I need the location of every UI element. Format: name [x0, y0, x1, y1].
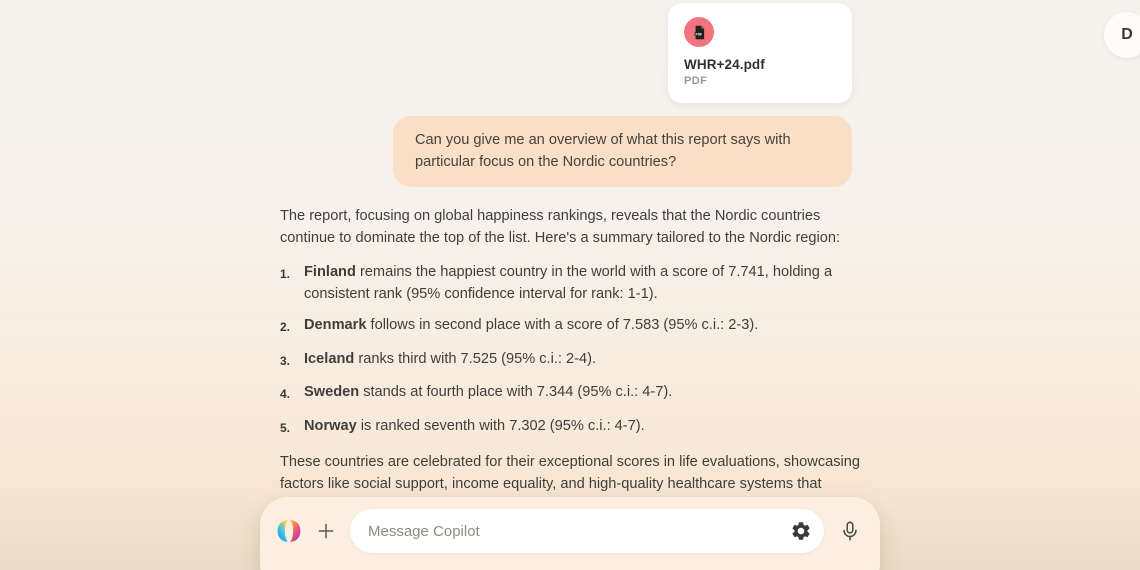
attachment-filename: WHR+24.pdf: [684, 57, 765, 72]
add-attachment-button[interactable]: [314, 519, 338, 543]
settings-button[interactable]: [785, 515, 817, 547]
country-name: Sweden: [304, 384, 360, 400]
list-item-number: 2.: [280, 320, 291, 334]
attachment-card[interactable]: [668, 3, 852, 103]
country-name: Iceland: [304, 350, 355, 367]
country-detail: is ranked seventh with 7.302 (95% c.i.: 4-7).: [356, 417, 645, 434]
country-name: Finland: [304, 264, 356, 280]
svg-text:PDF: PDF: [695, 31, 702, 36]
message-input-pill[interactable]: [350, 509, 824, 553]
country-detail: follows in second place with a score of 7.583 (95% c.i.: 2-3).: [366, 317, 759, 333]
list-item-text: [304, 315, 758, 339]
avatar-initial: D: [1121, 26, 1133, 43]
nordic-list-item: [280, 315, 866, 339]
nordic-list-item: [280, 349, 866, 373]
country-detail: remains the happiest country in the world with a score of 7.741, holding a consistent rank (95% confidence interval for rank: 1-1).: [304, 264, 833, 302]
list-item-text: [304, 382, 672, 406]
message-input[interactable]: [368, 523, 785, 540]
list-item-number: 5.: [280, 420, 291, 435]
list-item-number: 4.: [280, 387, 291, 401]
list-item-text: [304, 262, 866, 305]
nordic-list: [280, 262, 866, 439]
microphone-button[interactable]: [836, 517, 864, 545]
list-item-text: [304, 349, 596, 373]
outro-text-dark: These countries are celebrated for their exceptional scores in life evaluations, showcasing factors like social support, income equality, and high-quality healthcare systems that: [280, 454, 861, 492]
microphone-icon: [839, 520, 861, 542]
user-avatar[interactable]: [1104, 12, 1140, 58]
plus-icon: [316, 521, 336, 541]
nordic-list-item: [280, 416, 866, 440]
country-detail: stands at fourth place with 7.344 (95% c.i.: 4-7).: [359, 384, 673, 400]
pdf-file-icon: [684, 17, 714, 47]
country-detail: ranks third with 7.525 (95% c.i.: 2-4).: [354, 350, 597, 367]
copilot-logo: [276, 518, 302, 544]
nordic-list-item: [280, 382, 866, 406]
assistant-message: [280, 206, 866, 517]
country-name: Norway: [304, 417, 357, 434]
user-message-text: Can you give me an overview of what this report says with particular focus on the Nordic countries?: [415, 132, 791, 170]
list-item-text: [304, 416, 645, 440]
gear-icon: [790, 520, 812, 542]
list-item-number: 3.: [280, 353, 291, 368]
country-name: Denmark: [304, 317, 367, 333]
list-item-number: 1.: [280, 267, 291, 281]
composer-bar: [260, 497, 880, 570]
nordic-list-item: [280, 262, 866, 305]
user-message-bubble: [393, 116, 852, 187]
assistant-intro-paragraph: The report, focusing on global happiness rankings, reveals that the Nordic countries continue to dominate the top of the list. Here's a summary tailored to the Nordic region:: [280, 208, 841, 246]
attachment-type-label: PDF: [684, 75, 708, 87]
